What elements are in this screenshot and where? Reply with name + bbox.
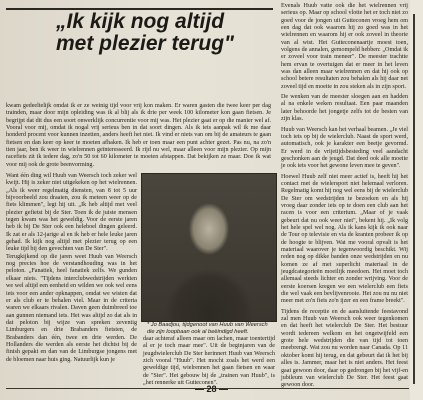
article-paragraph: Want één ding wil Huub van Weersch toch zeker wel kwijt. Hij is zeker niet uitgekeken op het wielrennen. „Als ik weer regelmatig diensten, van 8 tot 5 uur bijvoorbeeld zou draaien, zou ik meteen weer op de fiets klimmen", legt hij uit. „Ik heb altijd met veel plezier gefietst bij de Ster. Toen ik de juiste mensen tegen kwam was het geweldig. Voor de eerste jaren heb ik bij De Ster ook een heleboel dingen geleerd. Ik zat er als 12-jarige al en ik heb er hele leuke jaren gehad. Ik kijk nog altijd met plezier terug op een leuke tijd bij den gevechten van De Ster". bbox=[6, 173, 137, 253]
article-paragraph: Hoewel Huub zelf niet meer actief is, heeft hij het contact met de wielersport niet helemaal verloren. Regelmatig komt hij nog wel eens bij de wielerclub De Ster om wedstrijden te bezoeken en als hij vroeg daar zonder iets op te doen een club aan het racen is voor een criterium. „Maar of je vaak gebeurt dat nu ook weer niet", bekent hij. „Ik volg het hele spel wel nog. Als ik kans kijk ik ook naar de Tour op televisie en via de kranten probeer ik op de hoogte te blijven. Wat me vooral opvalt is het materiaal waarover je tegenwoordig beschikt. Wij reden nog op dikke banden onze wedstrijden en nu komen ze af met superlicht materiaal in de jeugdcategorieën moeilijk meedoen. Het moet toch allemaal steeds lichter en zonder wrijving. Voor de eerste koersen kregen we een wielerclub een fiets die wel vaak een bevlijvenrooie. Het zou nu nu niet meer met zo'n fiets zo'n ijzer en een frame breekt". bbox=[281, 173, 408, 305]
article-column-right bbox=[281, 3, 408, 389]
article-paragraph: kwam gedeeltelijk omdat ik er ze weinig tijd voor vrij kon maken. Er waren gasten die twee keer per dag trainden, maar door mijn opleiding was ik al blij als ik drie per week 100 kilometer kon gaan fietsen. Je begrijpt dat dit dus een soort onwerklijk concurrentie voor mij was. Het plezier gaat er op die manier wel af. Vooral voor mij, omdat ik nogal vrij serieus ben in dat soort dingen. Als ik iets aanpak wil ik me daar honderd procent voor kunnen inzetten, anders heeft het niet. Ik vind er niets van om bij de amateurs te gaan fietsen en dan keer op keer te moeten afhaken. Ik heb er toen maar een punt achter gezet. Pas nu, na zo'n tien jaar, ben ik weer in wielrennen geïnteresseerd. Ik rijd nu wel, maar alleen voor mijn plezier. Op mijn racefiets zit ik iedere dag, zo'n 50 tot 60 kilometer te moeten afstappen. Dat bekijken ze maar. Doe ik wat voor mij ook de grote beenvorming. bbox=[6, 103, 271, 168]
article-paragraph: De wenken van de meester sloegen aan en hadden al na enkele weken resultaat. Een paar maanden later behoorde het jongetje zelfs tot de besten van zijn klas. bbox=[281, 94, 408, 123]
article-column-left-lower bbox=[6, 173, 137, 383]
article-paragraph: Tijdens de receptie en de aansluitende feestavond zal men Huub van Weersch ook weer tegenkomen en dat heeft het wielerclub De Ster. Het bestuur wordt iedereen welkom en het ongetwijfeld een grote hele wedstrijden die van tijd tot toen meebrengt. Wat zou nu worden naar Canada. Op 11 oktober komt hij terug, en dat gebeurt dat ik het bij alles is. Jammer, maar het is niet anders. Het feest gaat gewoon door, daar op gedrongen bij het vijf-en jubileum van wielerclub De Ster. Het feest gaat gewoon door. bbox=[281, 308, 408, 389]
side-rule bbox=[413, 14, 415, 384]
article-paragraph: daar achteraf alleen maar om lachen, maar toentertijd al er je toch maar mee". Uit de beginjaren van de jeugdwielerclub De Ster herinnert Huub van Weersch zich vooral "Huub". Het mocht zoals het werd een geweldige tijd, wielrennen het gaan fietsen en waar de "Ster". Het gebouw bij de „trainen van Huub", is „het rennerke uit Gutteconen". bbox=[143, 336, 275, 387]
article-paragraph: Terugkijkend op die jaren weet Huub van Weersch nog precies hoe de verstandhouding was in het peloton. „Fanatiek, heel fanatiek zelfs. We gunden elkaar niets. "Tijdens interclubwedstrijden werkten we wel altijd een eenheid en wilden we ook wel eens iets voor een ander opknappen, omdat we wisten dat er als club er te behalen viel. Maar in de criteria waren we elkaars rivalen. Daven geen duimbreed toe aan gunnen niemand iets. Het was altijd zo dat als in dat peloton bij wijze van spreken zeventig Limburgers en drie Brabanders fietsten, de Brabanders dan één, twee en drie werden. De Hollanders die werden als eerste het dichtst bij de finish gepakt en dan van de Limburgse jongens met de bloemen naar huis ging. Natuurlijk kun je bbox=[6, 253, 137, 363]
photo-caption: * Jo Baadjou, tijdgenoot van Huub van Weersch die zijn loopbaan ook al beëindigd heeft. bbox=[147, 322, 268, 335]
article-paragraph: Evenals Huub vatte ook die het wielrennen vrij serieus op. Maar op school vlotte het er toch niet zo goed voor de jongen uit Gutteconen vroeg hem om een dag dat ook waarom hij zo goed was in het wielrennen en waarom hij er ook zoveel in theorie van al wist. Het Gutteconenaartje moest toen, volgens de annalen, gemompeld hebben: „Omdat ik er zoveel voor train meneer". De meester trachtte hem ervan te overtuigen dat er meer in het leven was dan alleen maar wielrennen en dat hij ook op school betere resultaten zou behalen als hij daar net zoveel tijd en moeite in zou steken als in zijn sport. bbox=[281, 3, 408, 90]
article-paragraph: Huub van Weersch kan het verhaal beamen. „Je viel toch iets op bij de wielerclub. Naast de sport werd, automatisch, ook je karakter een beetje gevormd. Er werd in de vrijetijdsbesteding veel aandacht geschonken aan de jeugd. Dat deed ook alle moeite je ook iets voor het gewone leven mee te geven". bbox=[281, 126, 408, 170]
headline-line-2: met plezier terug" bbox=[56, 32, 234, 55]
headline bbox=[56, 11, 276, 55]
article-column-left bbox=[6, 103, 271, 173]
headline-line-1: „Ik kijk nog altijd bbox=[56, 10, 225, 33]
article-column-middle bbox=[143, 336, 275, 387]
portrait-photo bbox=[141, 173, 277, 322]
page-number: — 28 — bbox=[194, 384, 228, 394]
page-edge bbox=[410, 0, 423, 400]
